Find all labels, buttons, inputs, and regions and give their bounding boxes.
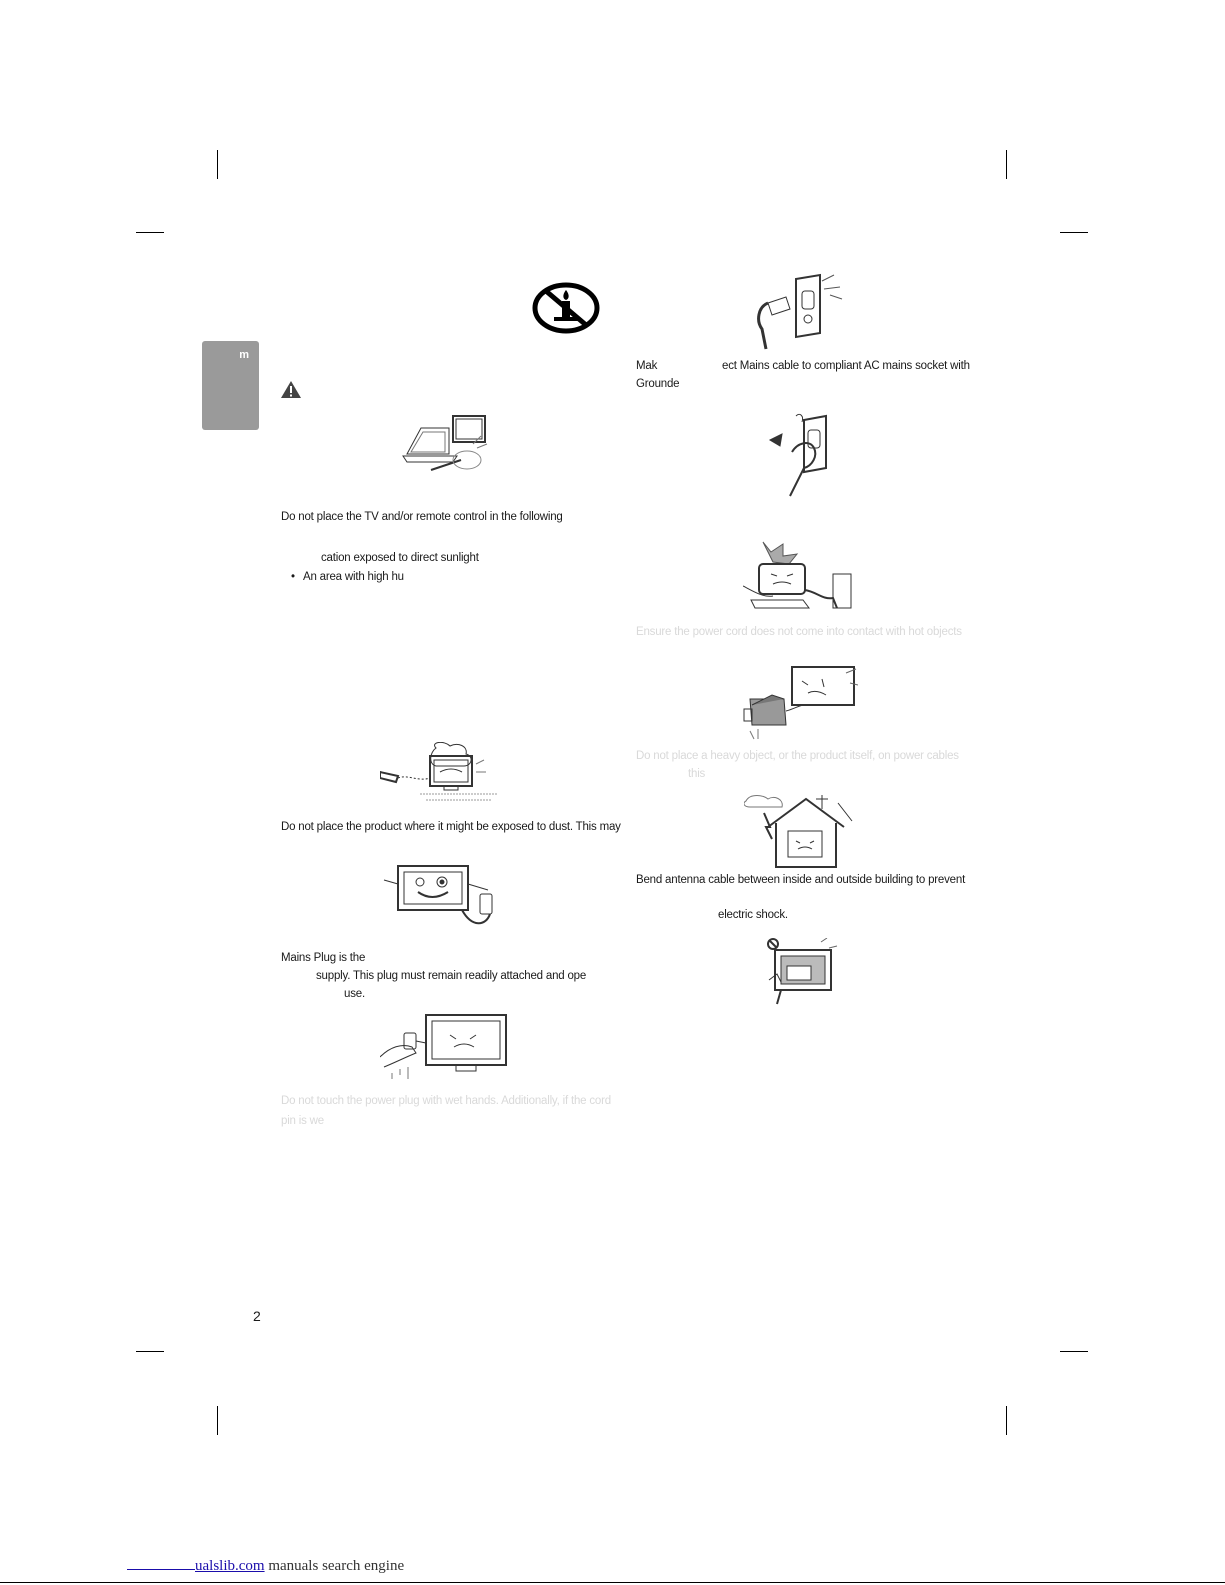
antenna-house-illustration — [744, 793, 854, 869]
left-paragraph-1-line-3: An area with high hu — [303, 571, 404, 583]
right-paragraph-2: Ensure the power cord does not come into contact with hot objects — [636, 626, 962, 638]
footer-link-underline — [127, 1557, 195, 1570]
right-paragraph-3-line-2: this — [688, 768, 706, 780]
tv-wet-hands-illustration — [380, 1013, 510, 1083]
left-paragraph-4-line-2: pin is we — [281, 1115, 324, 1127]
side-tab-letter: m — [239, 349, 249, 361]
crop-mark — [217, 1406, 218, 1435]
right-paragraph-4-line-2: electric shock. — [718, 909, 788, 921]
footer-text: manuals search engine — [268, 1558, 405, 1574]
left-paragraph-3-line-2: supply. This plug must remain readily attached and ope — [316, 970, 587, 982]
footer-divider — [0, 1582, 1225, 1583]
tv-dust-illustration — [380, 742, 505, 806]
left-paragraph-2: Do not place the product where it might be exposed to dust. This may — [281, 821, 621, 833]
left-paragraph-3-line-1: Mains Plug is the — [281, 952, 366, 964]
footer-link[interactable]: ualslib.com — [195, 1558, 265, 1574]
crop-mark — [217, 150, 218, 179]
footer — [127, 1557, 404, 1575]
right-paragraph-1-line-1b: ect Mains cable to compliant AC mains socket with — [722, 360, 970, 372]
heavy-object-on-cable-illustration — [742, 665, 858, 741]
crop-mark — [1006, 150, 1007, 179]
left-paragraph-4-line-1: Do not touch the power plug with wet hands. Additionally, if the cord — [281, 1095, 611, 1107]
bullet-mark: • — [291, 571, 295, 583]
tv-sunlight-illustration — [401, 414, 489, 482]
hand-socket-illustration — [768, 412, 834, 498]
grounded-socket-illustration — [756, 273, 844, 353]
right-paragraph-1-line-2: Grounde — [636, 378, 680, 390]
crop-mark — [136, 1351, 164, 1352]
language-side-tab — [202, 341, 259, 430]
left-paragraph-1-line-1: Do not place the TV and/or remote control in the following — [281, 511, 563, 523]
power-cord-hot-object-illustration — [743, 540, 855, 618]
crop-mark — [1006, 1406, 1007, 1435]
right-paragraph-1-line-1a: Mak — [636, 360, 658, 372]
tv-service-warning-illustration — [767, 938, 839, 1006]
no-open-flame-icon — [532, 281, 600, 335]
crop-mark — [136, 232, 164, 233]
crop-mark — [1060, 1351, 1088, 1352]
tv-mains-plug-illustration — [382, 862, 506, 932]
left-paragraph-1-line-2: cation exposed to direct sunlight — [321, 552, 479, 564]
page-number: 2 — [253, 1308, 261, 1324]
warning-triangle-icon — [280, 380, 302, 399]
crop-mark — [1060, 232, 1088, 233]
left-paragraph-3-line-3: use. — [344, 988, 365, 1000]
right-paragraph-3-line-1: Do not place a heavy object, or the product itself, on power cables — [636, 750, 959, 762]
right-paragraph-4-line-1: Bend antenna cable between inside and outside building to prevent — [636, 874, 966, 886]
